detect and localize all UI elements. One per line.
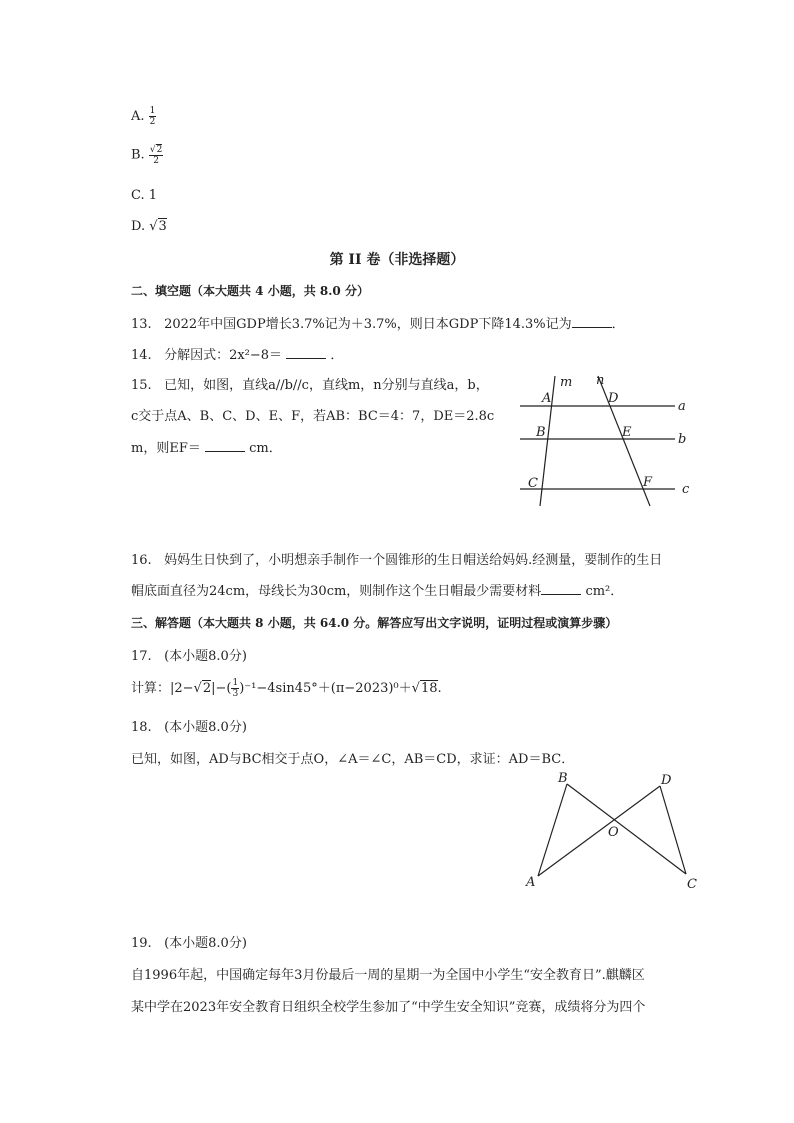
label-A: A [542, 391, 552, 406]
label-O: O [608, 825, 619, 840]
option-b-fraction: $\frac{√2}{2}$ [149, 145, 163, 166]
answer-blank [572, 315, 612, 328]
option-c: C. 1 [131, 188, 158, 203]
label-B: B [536, 425, 546, 440]
segment-AB [538, 784, 567, 876]
question-15-line1: 15. 已知，如图，直线a//b//c，直线m，n分别与直线a，b， [131, 378, 489, 393]
question-18-header: 18. (本小题8.0分) [131, 720, 247, 735]
label-C: C [528, 476, 538, 491]
question-19-header: 19. (本小题8.0分) [131, 936, 247, 951]
answer-blank [541, 582, 581, 595]
question-13: 13. 2022年中国GDP增长3.7%记为＋3.7%，则日本GDP下降14.3%记为 ． [131, 317, 625, 332]
label-F: F [643, 475, 653, 490]
label-B: B [558, 771, 568, 786]
label-c: c [682, 482, 690, 497]
question-19-line1: 自1996年起，中国确定每年3月份最后一周的星期一为全国中小学生“安全教育日”.麒麟区 [131, 968, 645, 983]
segment-AD [538, 786, 660, 876]
fraction-one-third: $\frac{1}{3}$ [232, 678, 239, 699]
label-D: D [608, 391, 619, 406]
option-a-fraction: $\frac{1}{2}$ [149, 106, 156, 127]
option-b: B. $\frac{√2}{2}$ [131, 145, 163, 166]
label-b: b [678, 432, 687, 447]
label-a: a [678, 399, 686, 414]
label-D: D [661, 773, 672, 788]
question-15-line2: c交于点A、B、C、D、E、F，若AB：BC＝4：7，DE＝2.8c [131, 409, 495, 424]
question-15-line3: m，则EF＝ cm． [131, 441, 282, 456]
label-n: n [596, 373, 605, 388]
answer-blank [286, 346, 326, 359]
answer-blank [205, 439, 245, 452]
question-14: 14. 分解因式：2x²−8＝ ． [131, 348, 344, 363]
question-17-body: 计算：|2−√2|−( $\frac{1}{3}$ )⁻¹−4sin45°＋(π−2023)⁰＋√18. [131, 678, 442, 699]
figure-15 [510, 368, 700, 513]
section2-heading: 二、填空题（本大题共 4 小题，共 8.0 分） [131, 284, 369, 298]
option-d: D. √3 [131, 219, 167, 234]
label-E: E [622, 425, 632, 440]
section3-heading: 三、解答题（本大题共 8 小题，共 64.0 分。解答应写出文字说明，证明过程或演算步骤） [131, 616, 618, 630]
option-a: A. $\frac{1}{2}$ [131, 106, 156, 127]
question-18-body: 已知，如图，AD与BC相交于点O，∠A＝∠C，AB＝CD，求证：AD＝BC． [131, 752, 575, 767]
question-17-header: 17. (本小题8.0分) [131, 649, 247, 664]
segment-BC [567, 784, 686, 874]
figure-18 [520, 768, 700, 893]
question-16-line2: 帽底面直径为24cm，母线长为30cm，则制作这个生日帽最少需要材料 cm²． [131, 584, 624, 599]
part2-title: 第 II 卷（非选择题） [329, 252, 465, 268]
label-C: C [687, 877, 697, 892]
label-A: A [526, 875, 536, 890]
segment-DC [660, 786, 686, 874]
label-m: m [560, 375, 573, 390]
question-16-line1: 16. 妈妈生日快到了，小明想亲手制作一个圆锥形的生日帽送给妈妈.经测量，要制作的生日 [131, 553, 663, 568]
question-19-line2: 某中学在2023年安全教育日组织全校学生参加了“中学生安全知识”竞赛，成绩将分为四个 [131, 1000, 646, 1015]
